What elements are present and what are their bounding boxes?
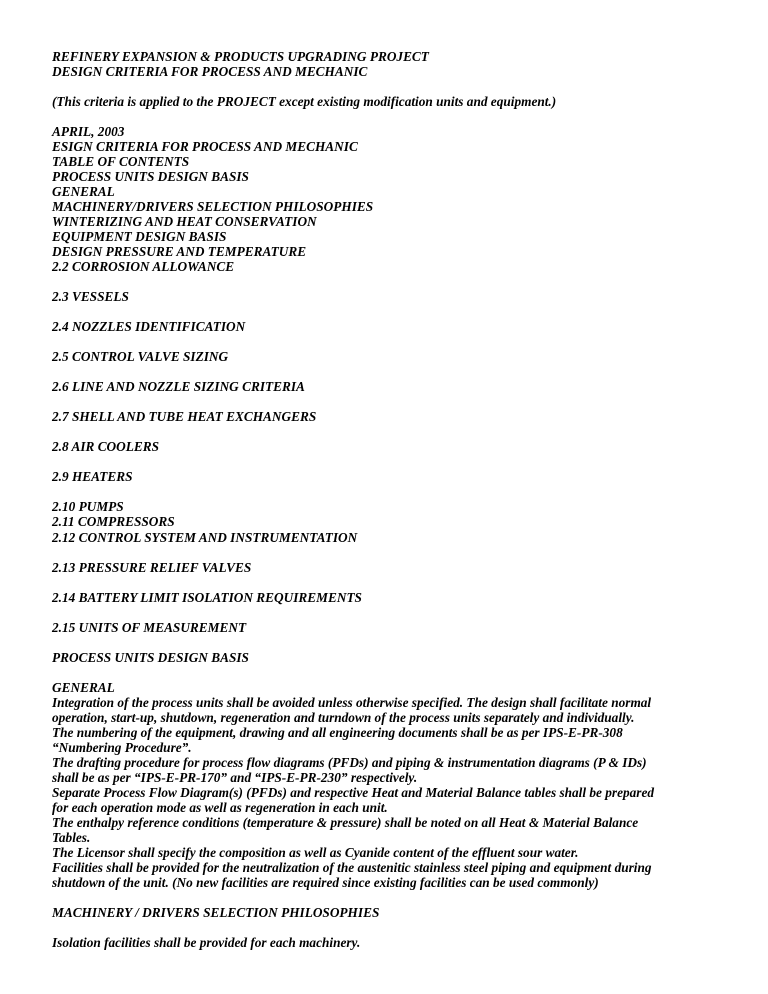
body-line: Integration of the process units shall be avoided unless otherwise specified. The design shall facilitate normal (52, 694, 652, 710)
body-line: operation, start-up, shutdown, regeneration and turndown of the process units separately and individually. (52, 709, 635, 725)
spacer (52, 79, 752, 94)
section-heading-machinery: MACHINERY / DRIVERS SELECTION PHILOSOPHIES (52, 904, 380, 920)
toc-entry: 2.7 SHELL AND TUBE HEAT EXCHANGERS (52, 409, 317, 425)
spacer (52, 635, 752, 650)
document-subtitle-main: DESIGN CRITERIA FOR PROCESS AND MECHANIC (52, 64, 368, 80)
section-heading-general: GENERAL (52, 679, 115, 695)
toc-entry: 2.5 CONTROL VALVE SIZING (52, 349, 229, 365)
toc-entry: 2.4 NOZZLES IDENTIFICATION (52, 319, 246, 335)
spacer (52, 109, 752, 124)
body-line: “Numbering Procedure”. (52, 739, 192, 755)
body-line: Tables. (52, 829, 91, 845)
body-line: Facilities shall be provided for the neutralization of the austenitic stainless steel piping and equipment during (52, 859, 652, 875)
body-line: shall be as per “IPS-E-PR-170” and “IPS-E-PR-230” respectively. (52, 769, 418, 785)
toc-entry: 2.15 UNITS OF MEASUREMENT (52, 619, 247, 635)
spacer (52, 424, 752, 439)
spacer (52, 890, 752, 905)
toc-entry: 2.8 AIR COOLERS (52, 439, 160, 455)
body-line: The drafting procedure for process flow diagrams (PFDs) and piping & instrumentation diagrams (P & IDs) (52, 754, 647, 770)
toc-entry: 2.11 COMPRESSORS (52, 514, 175, 530)
body-line: The numbering of the equipment, drawing and all engineering documents shall be as per IPS-E-PR-308 (52, 724, 623, 740)
document-date: APRIL, 2003 (52, 124, 125, 140)
toc-entry: 2.12 CONTROL SYSTEM AND INSTRUMENTATION (52, 529, 358, 545)
toc-entry: WINTERIZING AND HEAT CONSERVATION (52, 214, 317, 230)
spacer (52, 394, 752, 409)
spacer (52, 484, 752, 499)
body-line: shutdown of the unit. (No new facilities are required since existing facilities can be used commonly) (52, 874, 599, 890)
scope-note: (This criteria is applied to the PROJECT except existing modification units and equipment.) (52, 94, 557, 110)
section-heading-process-units: PROCESS UNITS DESIGN BASIS (52, 649, 249, 665)
body-line: for each operation mode as well as regeneration in each unit. (52, 799, 388, 815)
toc-entry: EQUIPMENT DESIGN BASIS (52, 229, 227, 245)
toc-entry: 2.2 CORROSION ALLOWANCE (52, 259, 235, 275)
document-subtitle: ESIGN CRITERIA FOR PROCESS AND MECHANIC (52, 139, 358, 155)
spacer (52, 920, 752, 935)
toc-entry: DESIGN PRESSURE AND TEMPERATURE (52, 244, 307, 260)
toc-heading: TABLE OF CONTENTS (52, 154, 190, 170)
spacer (52, 334, 752, 349)
spacer (52, 665, 752, 680)
toc-entry: 2.13 PRESSURE RELIEF VALVES (52, 559, 252, 575)
spacer (52, 274, 752, 289)
toc-entry: MACHINERY/DRIVERS SELECTION PHILOSOPHIES (52, 199, 374, 215)
body-line: The enthalpy reference conditions (temperature & pressure) shall be noted on all Heat & Material Balance (52, 814, 639, 830)
body-line: Isolation facilities shall be provided for each machinery. (52, 934, 361, 950)
body-line: Separate Process Flow Diagram(s) (PFDs) and respective Heat and Material Balance tables shall be prepared (52, 784, 655, 800)
document-title: REFINERY EXPANSION & PRODUCTS UPGRADING PROJECT (52, 49, 429, 64)
spacer (52, 364, 752, 379)
body-line: The Licensor shall specify the composition as well as Cyanide content of the effluent sour water. (52, 844, 579, 860)
spacer (52, 304, 752, 319)
spacer (52, 575, 752, 590)
toc-entry: GENERAL (52, 184, 115, 200)
toc-entry: 2.6 LINE AND NOZZLE SIZING CRITERIA (52, 379, 305, 395)
toc-entry: 2.3 VESSELS (52, 289, 129, 305)
toc-entry: 2.14 BATTERY LIMIT ISOLATION REQUIREMENTS (52, 589, 362, 605)
spacer (52, 454, 752, 469)
spacer (52, 545, 752, 560)
toc-entry: 2.9 HEATERS (52, 469, 133, 485)
toc-entry: PROCESS UNITS DESIGN BASIS (52, 169, 249, 185)
spacer (52, 605, 752, 620)
toc-entry: 2.10 PUMPS (52, 499, 124, 515)
document-page (52, 49, 752, 950)
